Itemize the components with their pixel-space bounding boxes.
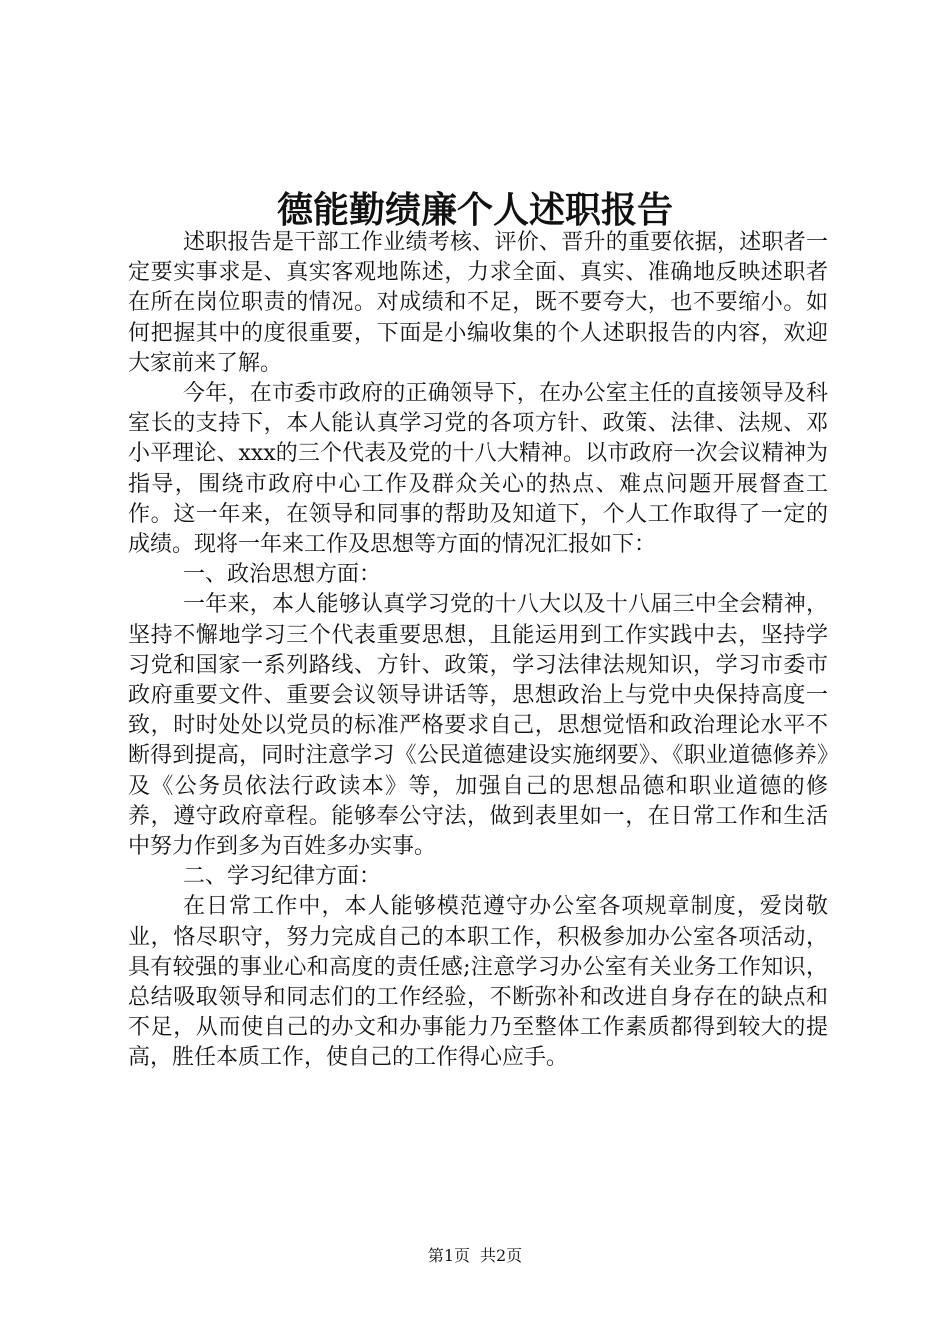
paragraph-overview: 今年，在市委市政府的正确领导下，在办公室主任的直接领导及科室长的支持下，本人能认真学习党的各项方针、政策、法律、法规、邓小平理论、xxx的三个代表及党的十八大精神。以市政府一次会议精神为指导，围绕市政府中心工作及群众关心的热点、难点问题开展督查工作。这一年来，在领导和同事的帮助及知道下，个人工作取得了一定的成绩。现将一年来工作及思想等方面的情况汇报如下：: [128, 381, 828, 558]
paragraph-intro: 述职报告是干部工作业绩考核、评价、晋升的重要依据，述职者一定要实事求是、真实客观地陈述，力求全面、真实、准确地反映述职者在所在岗位职责的情况。对成绩和不足，既不要夸大，也不要缩小。如何把握其中的度很重要，下面是小编收集的个人述职报告的内容，欢迎大家前来了解。: [128, 230, 828, 376]
page-footer: [0, 1245, 950, 1267]
paragraph-discipline: 在日常工作中，本人能够模范遵守办公室各项规章制度，爱岗敬业，恪尽职守，努力完成自己的本职工作，积极参加办公室各项活动，具有较强的事业心和高度的责任感;注意学习办公室有关业务工作知识，总结吸取领导和同志们的工作经验，不断弥补和改进自身存在的缺点和不足，从而使自己的办文和办事能力乃至整体工作素质都得到较大的提高，胜任本质工作，使自己的工作得心应手。: [128, 894, 828, 1071]
document-body: [128, 228, 828, 1074]
page-number: 第1页: [427, 1246, 470, 1265]
section-heading-discipline: 二、学习纪律方面：: [183, 864, 382, 890]
section-heading-political: 一、政治思想方面：: [183, 562, 382, 588]
page-total: 共2页: [480, 1246, 523, 1265]
document-title: 德能勤绩廉个人述职报告: [276, 189, 673, 231]
paragraph-political: 一年来，本人能够认真学习党的十八大以及十八届三中全会精神，坚持不懈地学习三个代表重要思想，且能运用到工作实践中去，坚持学习党和国家一系列路线、方针、政策，学习法律法规知识，学习市委市政府重要文件、重要会议领导讲话等，思想政治上与党中央保持高度一致，时时处处以党员的标准严格要求自己，思想觉悟和政治理论水平不断得到提高，同时注意学习《公民道德建设实施纲要》、《职业道德修养》及《公务员依法行政读本》等，加强自己的思想品德和职业道德的修养，遵守政府章程。能够奉公守法，做到表里如一，在日常工作和生活中努力作到多为百姓多办实事。: [128, 592, 828, 860]
